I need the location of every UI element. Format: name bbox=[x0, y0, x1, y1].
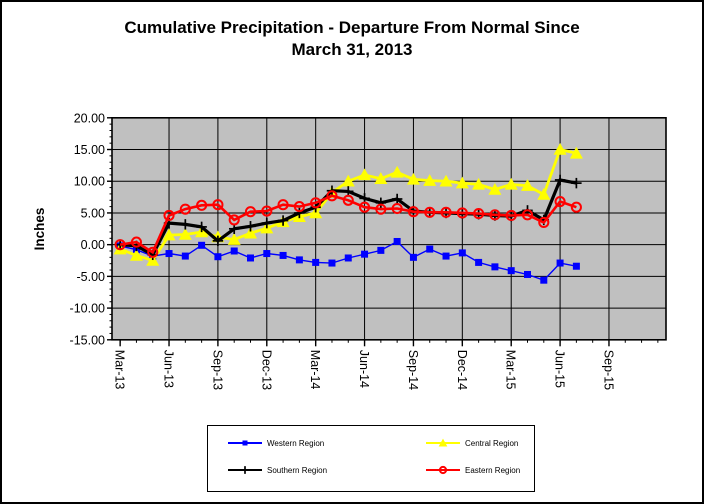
y-tick-label: 15.00 bbox=[73, 143, 105, 158]
data-point-marker bbox=[231, 248, 238, 255]
legend-entry-eastern-region bbox=[426, 464, 520, 476]
data-point-marker bbox=[475, 259, 482, 266]
data-point-marker bbox=[377, 247, 384, 254]
x-tick-label: Sep-15 bbox=[601, 349, 616, 391]
y-tick-label: -15.00 bbox=[69, 333, 105, 348]
legend-marker-circle-icon bbox=[426, 464, 460, 476]
y-axis bbox=[70, 111, 112, 347]
data-point-marker bbox=[345, 254, 352, 261]
data-point-marker bbox=[247, 254, 254, 261]
data-point-marker bbox=[182, 253, 189, 260]
chart-title-line1: Cumulative Precipitation - Departure From Normal Since bbox=[124, 18, 580, 37]
data-point-marker bbox=[524, 271, 531, 278]
x-axis bbox=[113, 340, 658, 390]
data-point-marker bbox=[280, 252, 287, 259]
data-point-marker bbox=[361, 251, 368, 258]
y-tick-label: 0.00 bbox=[80, 238, 105, 253]
data-point-marker bbox=[459, 249, 466, 256]
legend-entry-western-region bbox=[228, 437, 324, 449]
legend-label: Western Region bbox=[267, 438, 325, 448]
legend-entry-central-region bbox=[426, 437, 518, 449]
x-tick-label: Sep-14 bbox=[405, 349, 420, 391]
legend-label: Central Region bbox=[465, 438, 519, 448]
data-point-marker bbox=[573, 263, 580, 270]
data-point-marker bbox=[508, 267, 515, 274]
y-tick-label: 20.00 bbox=[73, 111, 105, 126]
data-point-marker bbox=[198, 242, 205, 249]
data-point-marker bbox=[491, 263, 498, 270]
y-tick-label: -5.00 bbox=[76, 269, 105, 284]
data-point-marker bbox=[263, 250, 270, 257]
legend-entry-southern-region bbox=[228, 464, 327, 476]
y-tick-label: -10.00 bbox=[69, 301, 105, 316]
x-tick-label: Mar-14 bbox=[308, 349, 323, 390]
x-tick-label: Jun-14 bbox=[357, 349, 372, 389]
y-axis-title: Inches bbox=[32, 207, 47, 251]
data-point-marker bbox=[166, 250, 173, 257]
data-point-marker bbox=[557, 260, 564, 267]
x-tick-label: Mar-15 bbox=[503, 349, 518, 390]
data-point-marker bbox=[296, 256, 303, 263]
x-tick-label: Dec-14 bbox=[454, 349, 469, 391]
y-tick-label: 10.00 bbox=[73, 174, 105, 189]
data-point-marker bbox=[540, 277, 547, 284]
x-tick-label: Sep-13 bbox=[210, 349, 225, 391]
data-point-marker bbox=[312, 259, 319, 266]
x-tick-label: Dec-13 bbox=[259, 349, 274, 391]
legend-marker-triangle-icon bbox=[426, 437, 460, 449]
legend-label: Southern Region bbox=[267, 465, 328, 475]
legend-marker-plus-icon bbox=[228, 464, 262, 476]
legend-label: Eastern Region bbox=[465, 465, 521, 475]
x-tick-label: Jun-15 bbox=[552, 349, 567, 389]
data-point-marker bbox=[410, 254, 417, 261]
x-tick-label: Jun-13 bbox=[161, 349, 176, 389]
plot-background bbox=[112, 118, 666, 340]
chart-title-line2: March 31, 2013 bbox=[291, 40, 413, 59]
y-tick-label: 5.00 bbox=[80, 206, 105, 221]
data-point-marker bbox=[328, 260, 335, 267]
x-tick-label: Mar-13 bbox=[112, 349, 127, 390]
data-point-marker bbox=[394, 238, 401, 245]
legend bbox=[207, 425, 535, 492]
data-point-marker bbox=[443, 253, 450, 260]
legend-marker-square-icon bbox=[228, 437, 262, 449]
data-point-marker bbox=[426, 246, 433, 253]
data-point-marker bbox=[214, 253, 221, 260]
data-point-marker bbox=[243, 441, 248, 446]
